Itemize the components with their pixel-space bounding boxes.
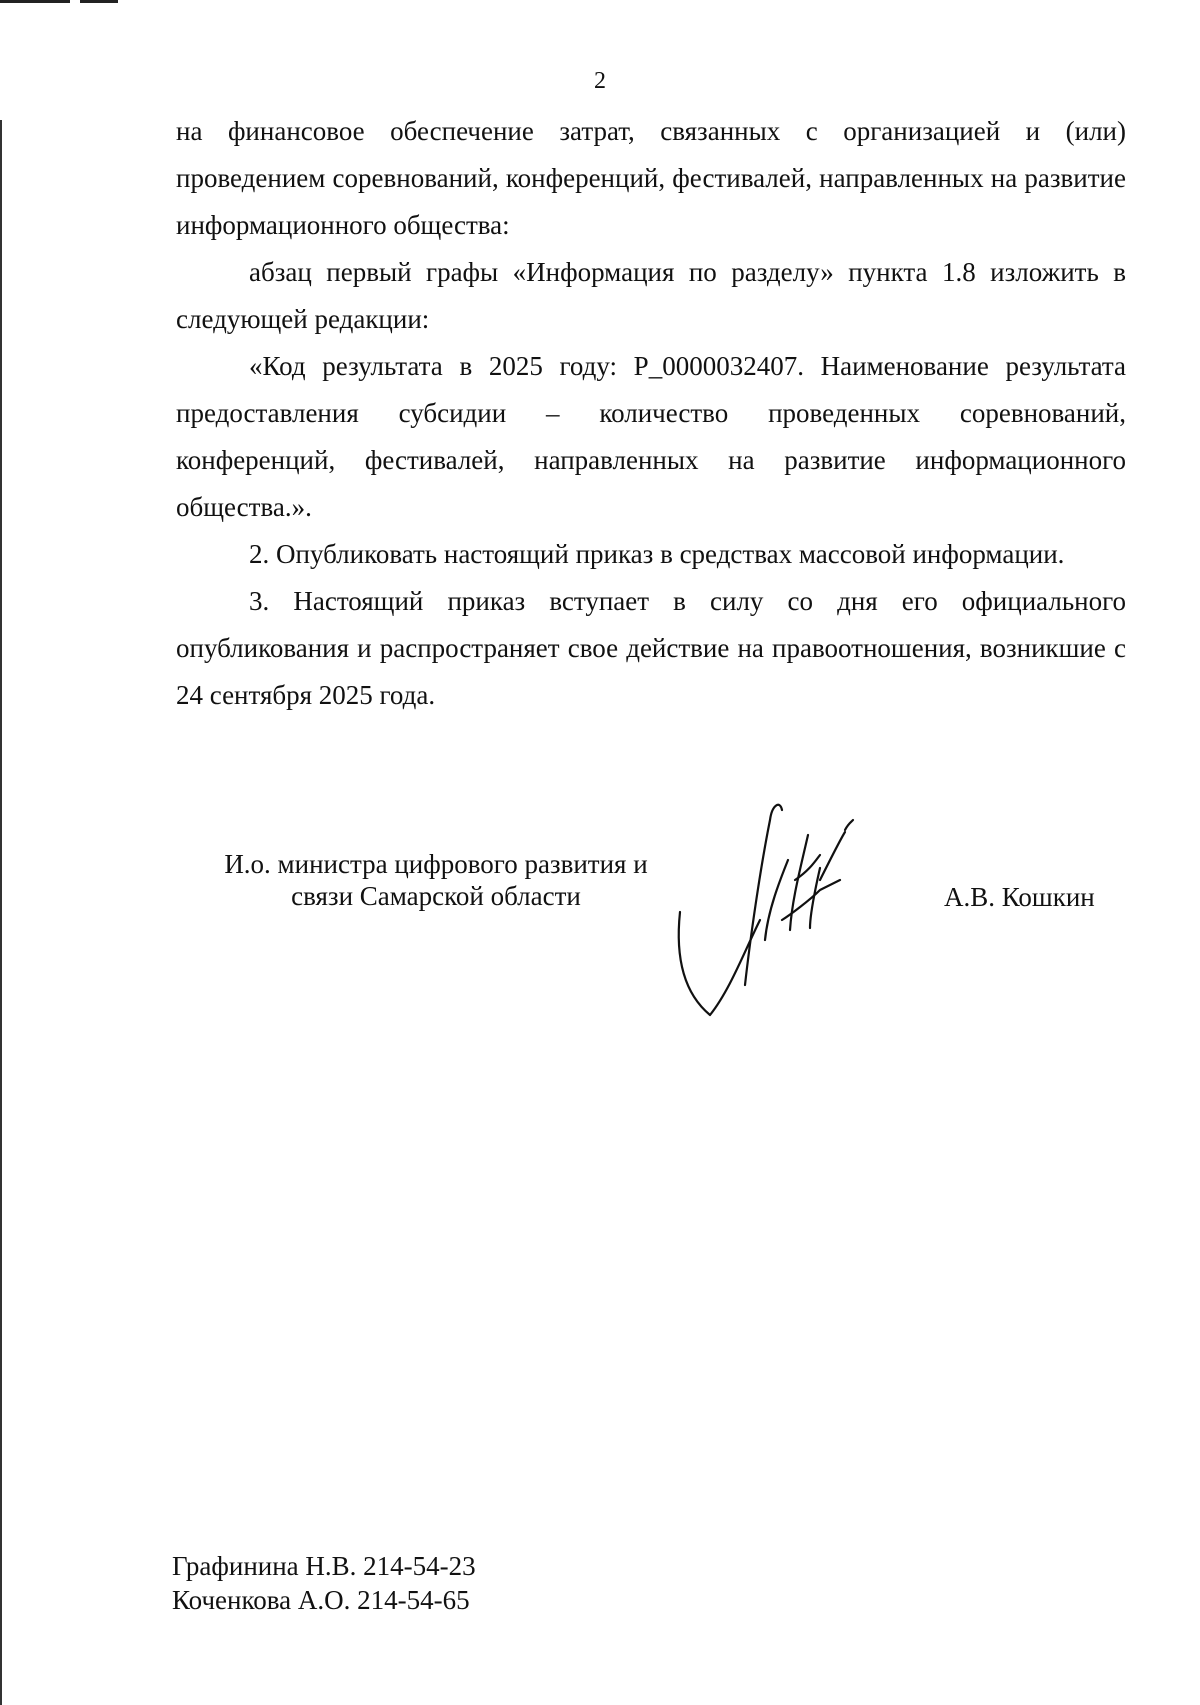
handwritten-signature [670,760,930,1030]
paragraph-publish-order: 2. Опубликовать настоящий приказ в средствах массовой информации. [249,539,1065,569]
scan-edge-line [0,120,2,1705]
signatory-position [176,848,696,912]
contact-line: Графинина Н.В. 214-54-23 [172,1551,476,1581]
paragraph-continuation: на финансовое обеспечение затрат, связанных с организацией и (или) проведением соревнований, конференций, фестивалей, направленных на развитие информационного общества: [176,116,1126,240]
document-body [176,108,1126,719]
scan-edge-mark [0,0,118,3]
paragraph-effective-date: 3. Настоящий приказ вступает в силу со дня его официального опубликования и распространяет свое действие на правоотношения, возникшие с 24 сентября 2025 года. [176,586,1126,710]
page-number: 2 [594,68,606,94]
signatory-position-line: связи Самарской области [291,881,581,911]
contact-line: Коченкова А.О. 214-54-65 [172,1585,470,1615]
paragraph-result-code: «Код результата в 2025 году: P_0000032407. Наименование результата предоставления субсидии – количество проведенных соревнований, конференций, фестивалей, направленных на развитие информационного общества.». [176,351,1126,522]
paragraph-amendment-instruction: абзац первый графы «Информация по разделу» пункта 1.8 изложить в следующей редакции: [176,257,1126,334]
signatory-name: А.В. Кошкин [944,882,1095,912]
signatory-position-line: И.о. министра цифрового развития и [224,849,648,879]
executor-contacts [172,1549,476,1617]
